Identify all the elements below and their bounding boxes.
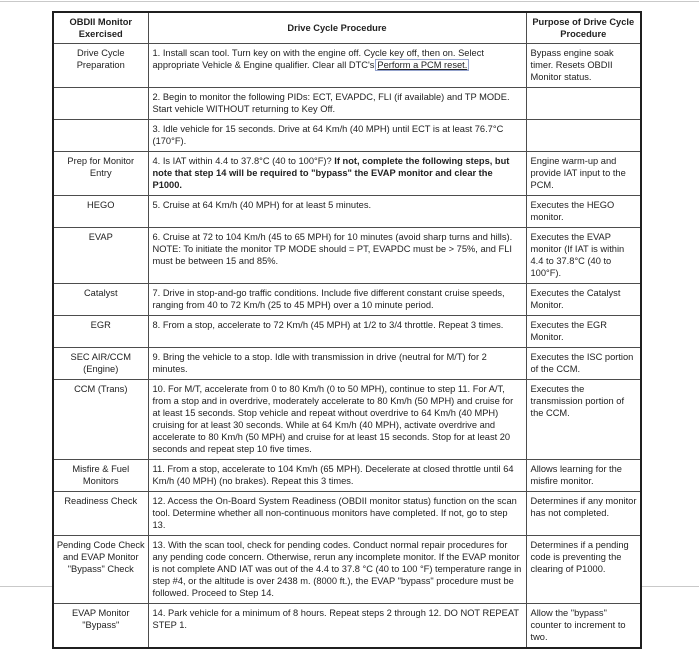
- table-row: [53, 228, 641, 284]
- monitor-cell: Readiness Check: [53, 492, 148, 536]
- table-header: [53, 12, 641, 44]
- procedure-cell: [148, 492, 526, 536]
- procedure-cell: [148, 604, 526, 649]
- procedure-cell: [148, 228, 526, 284]
- monitor-cell: [53, 88, 148, 120]
- table-row: [53, 120, 641, 152]
- procedure-cell: [148, 120, 526, 152]
- procedure-text: 2. Begin to monitor the following PIDs: ECT, EVAPDC, FLI (if available) and TP MODE. Start vehicle WITHOUT returning to Key Off.: [152, 92, 510, 114]
- purpose-cell: Determines if a pending code is preventing the clearing of P1000.: [526, 536, 641, 604]
- procedure-cell: [148, 536, 526, 604]
- procedure-text: 10. For M/T, accelerate from 0 to 80 Km/h (0 to 50 MPH), continue to step 11. For A/T, from a stop and in overdrive, moderately accelerate to 80 Km/h (50 MPH) and cruise for at least 15 seconds. Stop vehicle and repeat without overdrive to 64 Km/h (40 MPH) cruising for at least 30 seconds. While at 64 Km/h (40 MPH), activate overdrive and accelerate to 80 Km/h (50 MPH) and cruise for at least 15 seconds. Stop for at least 20 seconds and repeat step 10 five times.: [152, 384, 514, 454]
- procedure-text: 6. Cruise at 72 to 104 Km/h (45 to 65 MPH) for 10 minutes (avoid sharp turns and hills). NOTE: To initiate the monitor TP MODE should = PT, EVAPDC must be > 75%, and FLI must be between 15 and 85%.: [152, 232, 513, 266]
- procedure-text-bold: If not, complete the following steps, but note that step 14 will be required to "bypass" the EVAP monitor and clear the P1000.: [152, 156, 510, 190]
- procedure-cell: [148, 380, 526, 460]
- procedure-text: 11. From a stop, accelerate to 104 Km/h (65 MPH). Decelerate at closed throttle until 64 Km/h (40 MPH) (no brakes). Repeat this 3 times.: [152, 464, 514, 486]
- table-body: [53, 44, 641, 649]
- procedure-cell: [148, 348, 526, 380]
- table-row: [53, 536, 641, 604]
- table-row: [53, 284, 641, 316]
- table-row: [53, 196, 641, 228]
- monitor-cell: Pending Code Check and EVAP Monitor "Bypass" Check: [53, 536, 148, 604]
- table-row: [53, 604, 641, 649]
- monitor-cell: EVAP: [53, 228, 148, 284]
- procedure-cell: [148, 284, 526, 316]
- procedure-cell: [148, 196, 526, 228]
- procedure-text: 1. Install scan tool. Turn key on with the engine off. Cycle key off, then on. Select appropriate Vehicle & Engine qualifier. Clear all DTC's: [152, 48, 484, 70]
- header-purpose: Purpose of Drive Cycle Procedure: [526, 12, 641, 44]
- purpose-cell: Allow the "bypass" counter to increment to two.: [526, 604, 641, 649]
- table-row: [53, 348, 641, 380]
- table-row: [53, 44, 641, 88]
- drive-cycle-table: [52, 11, 642, 649]
- table-row: [53, 460, 641, 492]
- table-row: [53, 492, 641, 536]
- purpose-cell: Engine warm-up and provide IAT input to the PCM.: [526, 152, 641, 196]
- monitor-cell: HEGO: [53, 196, 148, 228]
- procedure-text: 12. Access the On-Board System Readiness (OBDII monitor status) function on the scan tool. Determine whether all non-continuous monitors have completed. If not, go to step 13.: [152, 496, 517, 530]
- monitor-cell: SEC AIR/CCM (Engine): [53, 348, 148, 380]
- monitor-cell: EGR: [53, 316, 148, 348]
- purpose-cell: [526, 120, 641, 152]
- purpose-cell: [526, 88, 641, 120]
- purpose-cell: Executes the EGR Monitor.: [526, 316, 641, 348]
- monitor-cell: Misfire & Fuel Monitors: [53, 460, 148, 492]
- procedure-cell: [148, 152, 526, 196]
- perform-pcm-reset-link[interactable]: Perform a PCM reset.: [377, 60, 468, 70]
- procedure-text: 13. With the scan tool, check for pending codes. Conduct normal repair procedures for any pending code concern. Otherwise, rerun any incomplete monitor. If the EVAP monitor is not complete AND IAT was out of the 4.4 to 37.8 °C (40 to 100 °F) temperature range in step #4, or the altitude is over 2438 m. (8000 ft.), the EVAP "bypass" procedure must be followed. Proceed to Step 14.: [152, 540, 522, 598]
- procedure-cell: [148, 316, 526, 348]
- procedure-text: 5. Cruise at 64 Km/h (40 MPH) for at least 5 minutes.: [152, 200, 372, 210]
- table-row: [53, 88, 641, 120]
- header-monitor-exercised: OBDII Monitor Exercised: [53, 12, 148, 44]
- procedure-text: 3. Idle vehicle for 15 seconds. Drive at 64 Km/h (40 MPH) until ECT is at least 76.7°C (170°F).: [152, 124, 504, 146]
- monitor-cell: EVAP Monitor "Bypass": [53, 604, 148, 649]
- table-row: [53, 152, 641, 196]
- purpose-cell: Determines if any monitor has not completed.: [526, 492, 641, 536]
- purpose-cell: Executes the EVAP monitor (If IAT is within 4.4 to 37.8°C (40 to 100°F).: [526, 228, 641, 284]
- header-drive-cycle-procedure: Drive Cycle Procedure: [148, 12, 526, 44]
- header-row: [53, 12, 641, 44]
- monitor-cell: CCM (Trans): [53, 380, 148, 460]
- monitor-cell: Catalyst: [53, 284, 148, 316]
- purpose-cell: Executes the HEGO monitor.: [526, 196, 641, 228]
- procedure-text: 9. Bring the vehicle to a stop. Idle with transmission in drive (neutral for M/T) for 2 minutes.: [152, 352, 487, 374]
- table-row: [53, 380, 641, 460]
- purpose-cell: Bypass engine soak timer. Resets OBDII Monitor status.: [526, 44, 641, 88]
- purpose-cell: Executes the ISC portion of the CCM.: [526, 348, 641, 380]
- procedure-cell: [148, 88, 526, 120]
- purpose-cell: Executes the transmission portion of the CCM.: [526, 380, 641, 460]
- procedure-text: 8. From a stop, accelerate to 72 Km/h (45 MPH) at 1/2 to 3/4 throttle. Repeat 3 times.: [152, 320, 504, 330]
- page-top-edge-line: [0, 1, 699, 2]
- procedure-text: 14. Park vehicle for a minimum of 8 hours. Repeat steps 2 through 12. DO NOT REPEAT STEP 1.: [152, 608, 519, 630]
- procedure-cell: [148, 460, 526, 492]
- monitor-cell: Prep for Monitor Entry: [53, 152, 148, 196]
- procedure-cell: [148, 44, 526, 88]
- procedure-text: 7. Drive in stop-and-go traffic conditions. Include five different constant cruise speeds, ranging from 40 to 72 Km/h (25 to 45 MPH) over a 10 minute period.: [152, 288, 505, 310]
- monitor-cell: Drive Cycle Preparation: [53, 44, 148, 88]
- monitor-cell: [53, 120, 148, 152]
- table-row: [53, 316, 641, 348]
- procedure-text: 4. Is IAT within 4.4 to 37.8°C (40 to 100°F)?: [152, 156, 335, 166]
- purpose-cell: Executes the Catalyst Monitor.: [526, 284, 641, 316]
- purpose-cell: Allows learning for the misfire monitor.: [526, 460, 641, 492]
